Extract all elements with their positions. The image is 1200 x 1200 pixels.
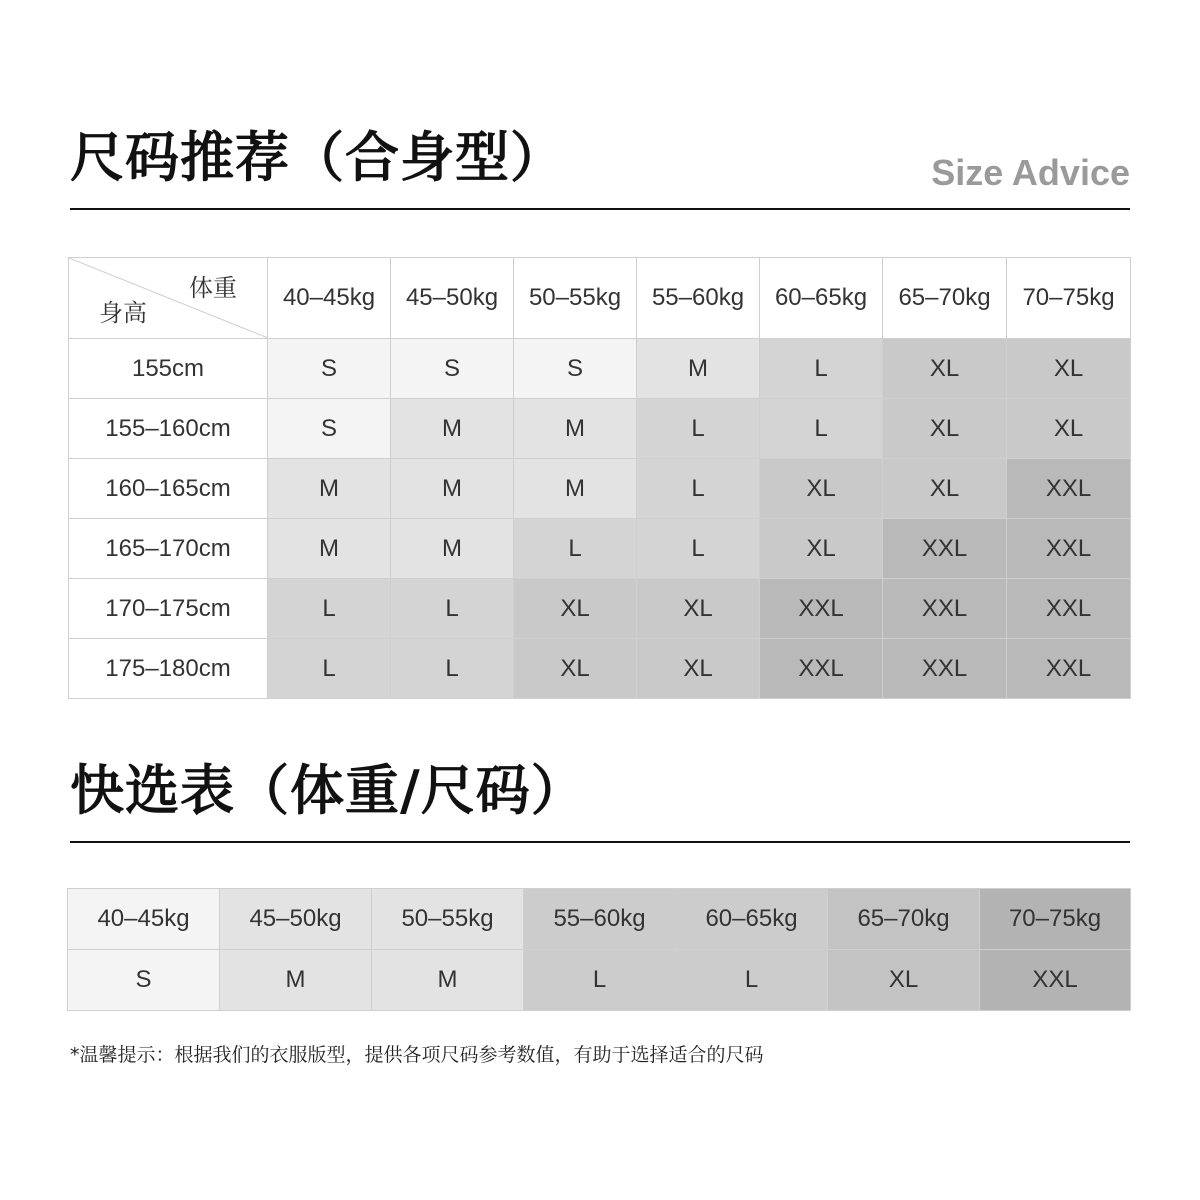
- size-cell: L: [268, 639, 391, 699]
- size-cell: XXL: [883, 639, 1007, 699]
- quick-size-cell: XXL: [980, 950, 1131, 1011]
- height-header-cell: 170–175cm: [69, 579, 268, 639]
- weight-header-cell: 55–60kg: [637, 258, 760, 339]
- quick-weight-cell: 45–50kg: [220, 889, 372, 950]
- height-axis-label: 身高: [99, 299, 147, 327]
- quick-weight-cell: 50–55kg: [372, 889, 524, 950]
- size-cell: L: [637, 459, 760, 519]
- size-cell: L: [391, 639, 514, 699]
- quick-weight-cell: 40–45kg: [68, 889, 220, 950]
- quick-weight-cell: 70–75kg: [980, 889, 1131, 950]
- quick-weight-cell: 55–60kg: [524, 889, 676, 950]
- page-subtitle: Size Advice: [931, 152, 1130, 193]
- size-cell: L: [391, 579, 514, 639]
- weight-header-cell: 70–75kg: [1007, 258, 1131, 339]
- weight-header-cell: 45–50kg: [391, 258, 514, 339]
- section-divider: [70, 841, 1130, 843]
- size-cell: XXL: [883, 579, 1007, 639]
- size-cell: M: [268, 519, 391, 579]
- quick-size-cell: L: [676, 950, 828, 1011]
- size-cell: XXL: [1007, 639, 1131, 699]
- size-cell: S: [391, 339, 514, 399]
- size-cell: L: [760, 399, 883, 459]
- tip-note: *温馨提示：根据我们的衣服版型，提供各项尺码参考数值，有助于选择适合的尺码: [70, 1044, 764, 1066]
- height-header-cell: 175–180cm: [69, 639, 268, 699]
- section-title: 快选表（体重/尺码）: [70, 759, 586, 822]
- size-cell: L: [637, 399, 760, 459]
- weight-header-cell: 60–65kg: [760, 258, 883, 339]
- height-header-cell: 155cm: [69, 339, 268, 399]
- size-cell: M: [391, 399, 514, 459]
- size-cell: XXL: [760, 639, 883, 699]
- size-cell: XL: [883, 399, 1007, 459]
- weight-axis-label: 体重: [189, 274, 237, 302]
- table-row: [69, 639, 1131, 699]
- quick-select-table: [67, 888, 1131, 1011]
- table-row: [69, 459, 1131, 519]
- quick-size-cell: L: [524, 950, 676, 1011]
- title-divider: [70, 208, 1130, 210]
- size-cell: S: [268, 339, 391, 399]
- size-cell: M: [514, 399, 637, 459]
- table-row: [69, 399, 1131, 459]
- size-cell: XL: [637, 579, 760, 639]
- weight-header-cell: 50–55kg: [514, 258, 637, 339]
- size-cell: XL: [760, 459, 883, 519]
- size-cell: M: [391, 459, 514, 519]
- size-cell: XXL: [1007, 519, 1131, 579]
- quick-weight-cell: 65–70kg: [828, 889, 980, 950]
- size-cell: XL: [1007, 399, 1131, 459]
- quick-size-cell: M: [220, 950, 372, 1011]
- table-row: [69, 519, 1131, 579]
- quick-size-row: [68, 950, 1131, 1011]
- page-title: 尺码推荐（合身型）: [70, 126, 565, 189]
- quick-weight-cell: 60–65kg: [676, 889, 828, 950]
- size-cell: L: [514, 519, 637, 579]
- size-cell: XXL: [883, 519, 1007, 579]
- size-cell: XL: [514, 639, 637, 699]
- quick-select-header: [70, 740, 1130, 843]
- table-row: [69, 339, 1131, 399]
- quick-size-cell: S: [68, 950, 220, 1011]
- quick-size-cell: XL: [828, 950, 980, 1011]
- size-cell: S: [268, 399, 391, 459]
- table-header-row: [69, 258, 1131, 339]
- size-cell: XL: [1007, 339, 1131, 399]
- size-advice-header: [70, 100, 1130, 210]
- size-cell: XL: [883, 459, 1007, 519]
- height-header-cell: 155–160cm: [69, 399, 268, 459]
- quick-size-cell: M: [372, 950, 524, 1011]
- size-cell: L: [637, 519, 760, 579]
- size-cell: XL: [883, 339, 1007, 399]
- size-cell: XXL: [1007, 459, 1131, 519]
- size-cell: S: [514, 339, 637, 399]
- table-row: [69, 579, 1131, 639]
- height-header-cell: 165–170cm: [69, 519, 268, 579]
- weight-header-cell: 40–45kg: [268, 258, 391, 339]
- size-cell: M: [514, 459, 637, 519]
- size-cell: M: [391, 519, 514, 579]
- size-cell: M: [268, 459, 391, 519]
- weight-header-cell: 65–70kg: [883, 258, 1007, 339]
- quick-weight-row: [68, 889, 1131, 950]
- size-cell: XL: [637, 639, 760, 699]
- corner-cell: [69, 258, 268, 339]
- size-cell: M: [637, 339, 760, 399]
- size-cell: XXL: [1007, 579, 1131, 639]
- size-cell: L: [268, 579, 391, 639]
- size-cell: XL: [760, 519, 883, 579]
- size-cell: XL: [514, 579, 637, 639]
- size-cell: L: [760, 339, 883, 399]
- size-recommendation-table: [68, 257, 1131, 699]
- size-cell: XXL: [760, 579, 883, 639]
- height-header-cell: 160–165cm: [69, 459, 268, 519]
